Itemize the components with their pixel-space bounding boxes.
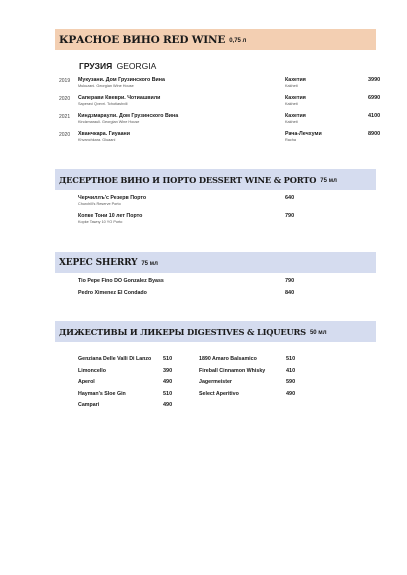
region-heading — [79, 61, 156, 71]
wine-year: 2021 — [59, 114, 71, 120]
item-price: 790 — [285, 213, 295, 219]
list-item — [199, 379, 296, 385]
wine-region-en: Kakheti — [285, 120, 298, 124]
wine-row — [59, 113, 379, 130]
wine-region: Кахетия — [285, 77, 306, 83]
wine-name: Хванчкара. Гиуаани — [78, 131, 131, 137]
digestives-volume: 50 мл — [309, 329, 327, 336]
item-name: Hayman's Sloe Gin — [78, 391, 126, 397]
item-name: Genziana Delle Valli Di Lanzo — [78, 356, 152, 362]
wine-name: Мукузани. Дом Грузинского Вина — [78, 77, 165, 83]
list-item — [78, 195, 318, 209]
red-wine-volume: 0,75 л — [229, 37, 247, 44]
wine-region-en: Kakheti — [285, 102, 298, 106]
list-item — [78, 368, 173, 374]
wine-year: 2020 — [59, 132, 71, 138]
sherry-volume: 75 мл — [141, 260, 158, 267]
item-name: Select Aperitivo — [199, 391, 239, 397]
item-name: Копке Тони 10 лет Порто — [78, 213, 143, 219]
wine-region-en: Racha — [285, 138, 296, 142]
item-price: 510 — [286, 356, 296, 362]
sherry-title: ХЕРЕС SHERRY — [59, 257, 138, 268]
dessert-wine-volume: 75 мл — [320, 177, 337, 184]
wine-row — [59, 77, 379, 94]
item-name: Jagermeister — [199, 379, 232, 385]
list-item — [78, 379, 173, 385]
wine-name: Киндзмараули. Дом Грузинского Вина — [78, 113, 179, 119]
wine-region: Кахетия — [285, 113, 306, 119]
dessert-wine-title: ДЕСЕРТНОЕ ВИНО И ПОРТО DESSERT WINE & PORTO — [59, 174, 317, 185]
list-item — [199, 391, 296, 397]
list-item — [78, 356, 173, 362]
item-price: 390 — [163, 368, 173, 374]
wine-row — [59, 131, 379, 148]
item-price: 510 — [163, 356, 173, 362]
wine-price: 6990 — [368, 95, 381, 101]
item-name: Aperol — [78, 379, 95, 385]
wine-name: Саперави Квеври. Чотиашвили — [78, 95, 161, 101]
list-item — [78, 391, 173, 397]
item-price: 410 — [286, 368, 296, 374]
item-price: 510 — [163, 391, 173, 397]
item-name: Campari — [78, 402, 100, 408]
wine-name-en: Mukuzani. Georgian Wine House — [78, 84, 134, 88]
item-price: 490 — [286, 391, 296, 397]
item-price: 490 — [163, 402, 173, 408]
wine-region: Кахетия — [285, 95, 306, 101]
item-price: 490 — [163, 379, 173, 385]
item-price: 840 — [285, 290, 295, 296]
red-wine-header — [55, 29, 376, 50]
wine-region: Рача-Лечхуми — [285, 131, 322, 137]
item-name: Tio Pepe Fino DO Gonzalez Byass — [78, 278, 164, 284]
wine-row — [59, 95, 379, 112]
item-name-en: Kopke Tawny 10 YO Porto — [78, 220, 123, 224]
sherry-header — [55, 252, 376, 273]
item-name-en: Churchill's Reserve Porto — [78, 202, 121, 206]
wine-region-en: Kakheti — [285, 84, 298, 88]
item-name: Fireball Cinnamon Whisky — [199, 368, 266, 374]
wine-year: 2020 — [59, 96, 71, 102]
list-item — [78, 213, 318, 227]
item-name: Pedro Ximenez El Condado — [78, 290, 147, 296]
wine-price: 3990 — [368, 77, 381, 83]
digestives-header — [55, 321, 376, 342]
item-name: Черчиллъ'с Резерв Порто — [78, 195, 147, 201]
wine-year: 2019 — [59, 78, 71, 84]
list-item — [78, 290, 318, 304]
item-name: 1890 Amaro Balsamico — [199, 356, 257, 362]
list-item — [78, 402, 173, 408]
red-wine-title: КРАСНОЕ ВИНО RED WINE — [59, 33, 226, 46]
wine-name-en: Saperavi Qvevri. Tchotiashvili — [78, 102, 128, 106]
item-price: 790 — [285, 278, 295, 284]
wine-price: 4100 — [368, 113, 381, 119]
list-item — [199, 368, 296, 374]
region-name-ru: ГРУЗИЯ — [79, 61, 113, 71]
item-name: Limoncello — [78, 368, 106, 374]
digestives-title: ДИЖЕСТИВЫ И ЛИКЕРЫ DIGESTIVES & LIQUEURS — [59, 326, 306, 337]
item-price: 640 — [285, 195, 295, 201]
wine-name-en: Kindzmarauli. Georgian Wine House — [78, 120, 140, 124]
wine-price: 8900 — [368, 131, 381, 137]
region-name-en: GEORGIA — [116, 61, 157, 71]
dessert-wine-header — [55, 169, 376, 190]
item-price: 590 — [286, 379, 296, 385]
wine-name-en: Khvanchkara. Gluaani — [78, 138, 116, 142]
list-item — [199, 356, 296, 362]
